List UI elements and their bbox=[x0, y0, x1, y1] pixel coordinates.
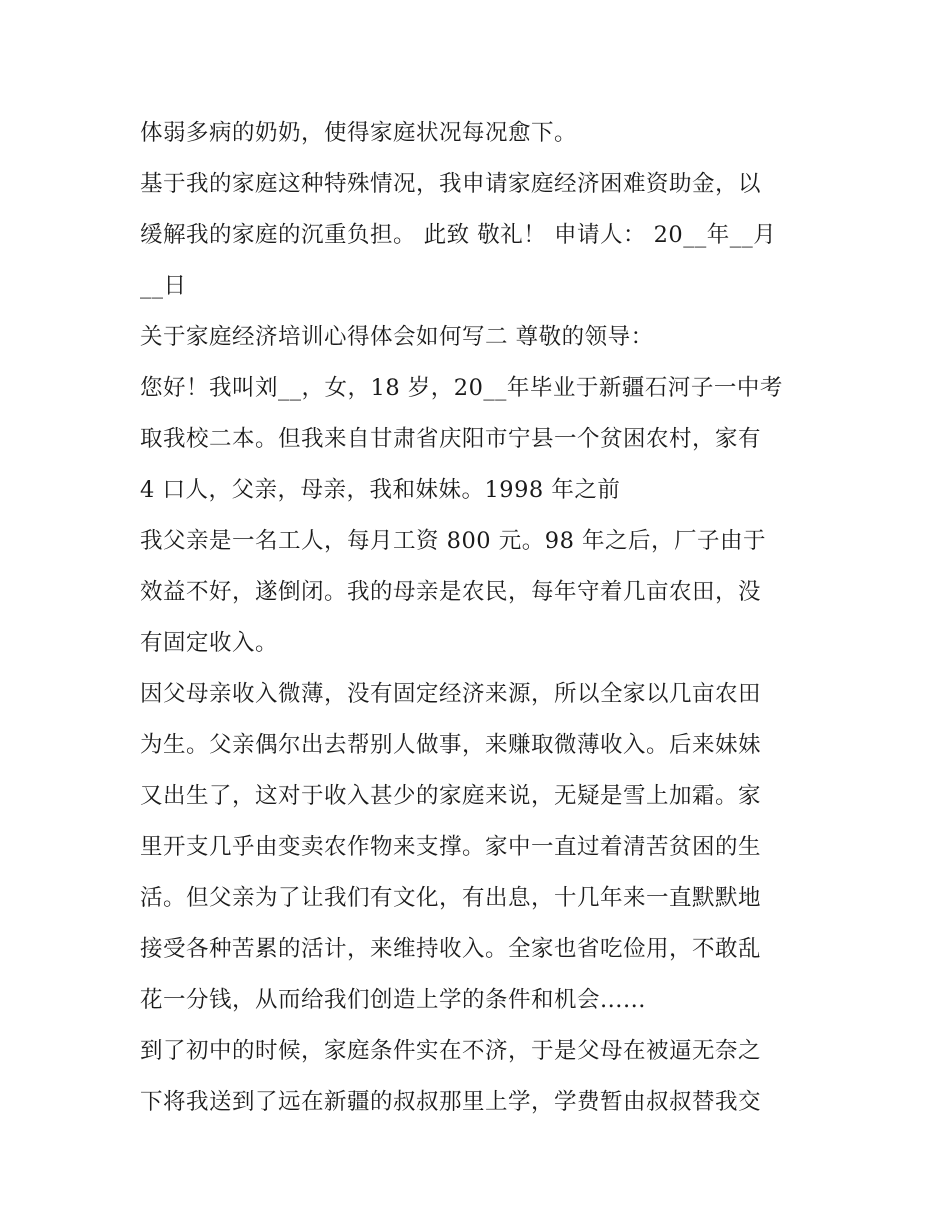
text-line: 效益不好，遂倒闭。我的母亲是农民，每年守着几亩农田，没 bbox=[140, 579, 762, 605]
text-line: 基于我的家庭这种特殊情况，我申请家庭经济困难资助金，以 bbox=[140, 171, 762, 197]
text-line: 接受各种苦累的活计，来维持收入。全家也省吃俭用，不敢乱 bbox=[140, 936, 762, 962]
text-line: 到了初中的时候，家庭条件实在不济，于是父母在被逼无奈之 bbox=[140, 1038, 762, 1064]
text-line: 缓解我的家庭的沉重负担。 此致 敬礼！ 申请人： 20__年__月 bbox=[140, 222, 777, 248]
text-line: __日 bbox=[140, 273, 187, 299]
text-line: 取我校二本。但我来自甘肃省庆阳市宁县一个贫困农村，家有 bbox=[140, 426, 762, 452]
text-line: 花一分钱，从而给我们创造上学的条件和机会...... bbox=[140, 987, 646, 1013]
text-line: 您好！我叫刘__，女，18 岁，20__年毕业于新疆石河子一中考 bbox=[140, 375, 783, 401]
text-line: 里开支几乎由变卖农作物来支撑。家中一直过着清苦贫困的生 bbox=[140, 834, 762, 860]
text-line: 有固定收入。 bbox=[140, 630, 279, 656]
text-line: 活。但父亲为了让我们有文化，有出息，十几年来一直默默地 bbox=[140, 885, 762, 911]
section-heading-line: 关于家庭经济培训心得体会如何写二 尊敬的领导： bbox=[140, 324, 654, 350]
document-body bbox=[140, 108, 820, 1128]
text-line: 体弱多病的奶奶，使得家庭状况每况愈下。 bbox=[140, 120, 578, 146]
text-line: 我父亲是一名工人，每月工资 800 元。98 年之后，厂子由于 bbox=[140, 528, 767, 554]
text-line: 为生。父亲偶尔出去帮别人做事，来赚取微薄收入。后来妹妹 bbox=[140, 732, 762, 758]
text-line: 又出生了，这对于收入甚少的家庭来说，无疑是雪上加霜。家 bbox=[140, 783, 762, 809]
text-line: 下将我送到了远在新疆的叔叔那里上学，学费暂由叔叔替我交 bbox=[140, 1089, 762, 1115]
text-line: 因父母亲收入微薄，没有固定经济来源，所以全家以几亩农田 bbox=[140, 681, 762, 707]
text-line: 4 口人，父亲，母亲，我和妹妹。1998 年之前 bbox=[140, 477, 621, 503]
